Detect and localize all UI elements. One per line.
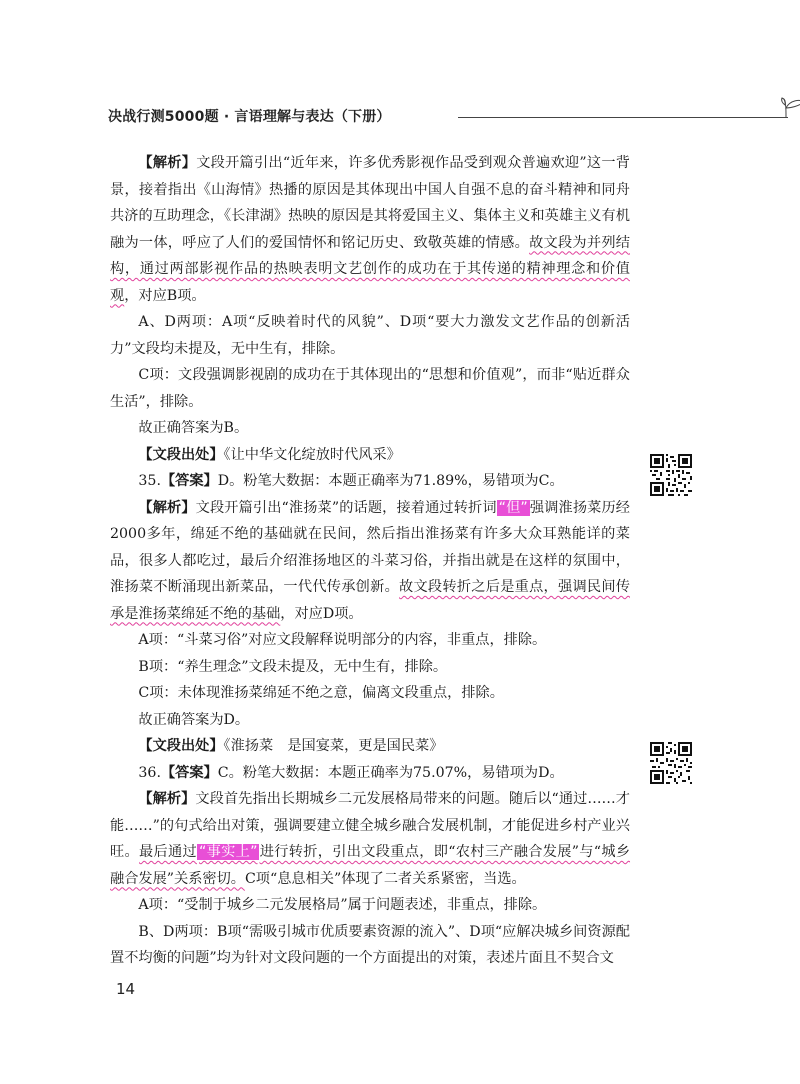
running-header [108,104,708,128]
q36-key-point: 最后通过 “事实上” 进行转折，引出文段重点，即“农村三产融合发展”与“城乡融合发展”关系密切。 [110,844,631,887]
q36-qr-code[interactable] [650,742,692,784]
q35-source: 【文段出处】《淮扬菜 是国宴菜，更是国民菜》 [138,738,444,754]
q34-analysis: 【解析】文段开篇引出“近年来，许多优秀影视作品受到观众普遍欢迎”这一背景，接着指出《山海情》热播的原因是其体现出中国人自强不息的奋斗精神和同舟共济的互助理念，《长津湖》热映的原因是其将爱国主义、集体主义和英雄主义有机融为一体，呼应了人们的爱国情怀和铭记历史、致敬英雄的情感。故文段为并列结构，通过两部影视作品的热映表明文艺创作的成功在于其传递的精神理念和价值观，对应B项。 [110,155,630,304]
q34-option-ad: A、D两项：A项“反映着时代的风貌”、D项“要大力激发文艺作品的创新活力”文段均未提及，无中生有，排除。 [110,314,630,357]
q35-highlight: “但” [498,499,528,516]
answer-explanations [110,150,630,972]
page-number: 14 [116,980,136,998]
q34-key-point: 故文段为并列结构，通过两部影视作品的热映表明文艺创作的成功在于其传递的精神理念和价值观 [110,234,630,304]
q36-highlight: “事实上” [198,844,258,860]
q35-analysis: 【解析】文段开篇引出“淮扬菜”的话题，接着通过转折词 “但” 强调淮扬菜历经2000多年，绵延不绝的基础就在民间，然后指出淮扬菜有许多大众耳熟能详的菜品，很多人都吃过，最后介绍淮扬地区的斗菜习俗，并指出就是在这样的氛围中，淮扬菜不断涌现出新菜品，一代代传承创新。故文段转折之后是重点，强调民间传承是淮扬菜绵延不绝的基础，对应D项。 [110,499,630,622]
q35-answer: 35.【答案】D。粉笔大数据：本题正确率为71.89%，易错项为C。 [138,473,564,489]
q34-analysis-tag: 【解析】 [138,155,197,171]
q36-option-bd: B、D两项：B项“需吸引城市优质要素资源的流入”、D项“应解决城乡间资源配置不均衡的问题”均为针对文段问题的一个方面提出的对策，表述片面且不契合文 [110,923,630,966]
q36-analysis: 【解析】文段首先指出长期城乡二元发展格局带来的问题。随后以“通过……才能……”的句式给出对策，强调要建立健全城乡融合发展机制，才能促进乡村产业兴旺。最后通过 “事实上” 进行转折，引出文段重点，即“农村三产融合发展”与“城乡融合发展”关系密切。C项“息息相关”体现了二者关系紧密，当选。 [110,791,631,887]
q35-conclusion: 故正确答案为D。 [138,711,250,728]
q35-option-a: A项：“斗菜习俗”对应文段解释说明部分的内容，非重点，排除。 [138,632,547,648]
q34-option-c: C项：文段强调影视剧的成功在于其体现出的“思想和价值观”，而非“贴近群众生活”，排除。 [110,367,630,410]
sprout-icon [780,96,800,118]
q36-answer: 36.【答案】C。粉笔大数据：本题正确率为75.07%，易错项为D。 [138,764,564,781]
q34-source: 【文段出处】《让中华文化绽放时代风采》 [138,446,401,463]
book-title: 决战行测5000题 · 言语理解与表达（下册） [108,109,391,125]
q34-conclusion: 故正确答案为B。 [138,420,249,436]
q35-option-b: B项：“养生理念”文段未提及，无中生有，排除。 [138,658,448,675]
q35-key-point: 故文段转折之后是重点，强调民间传承是淮扬菜绵延不绝的基础 [110,579,630,622]
q35-option-c: C项：未体现淮扬菜绵延不绝之意，偏离文段重点，排除。 [138,685,504,701]
q35-qr-code[interactable] [650,454,692,496]
header-rule [458,117,788,118]
q36-option-a: A项：“受制于城乡二元发展格局”属于问题表述，非重点，排除。 [138,897,547,913]
